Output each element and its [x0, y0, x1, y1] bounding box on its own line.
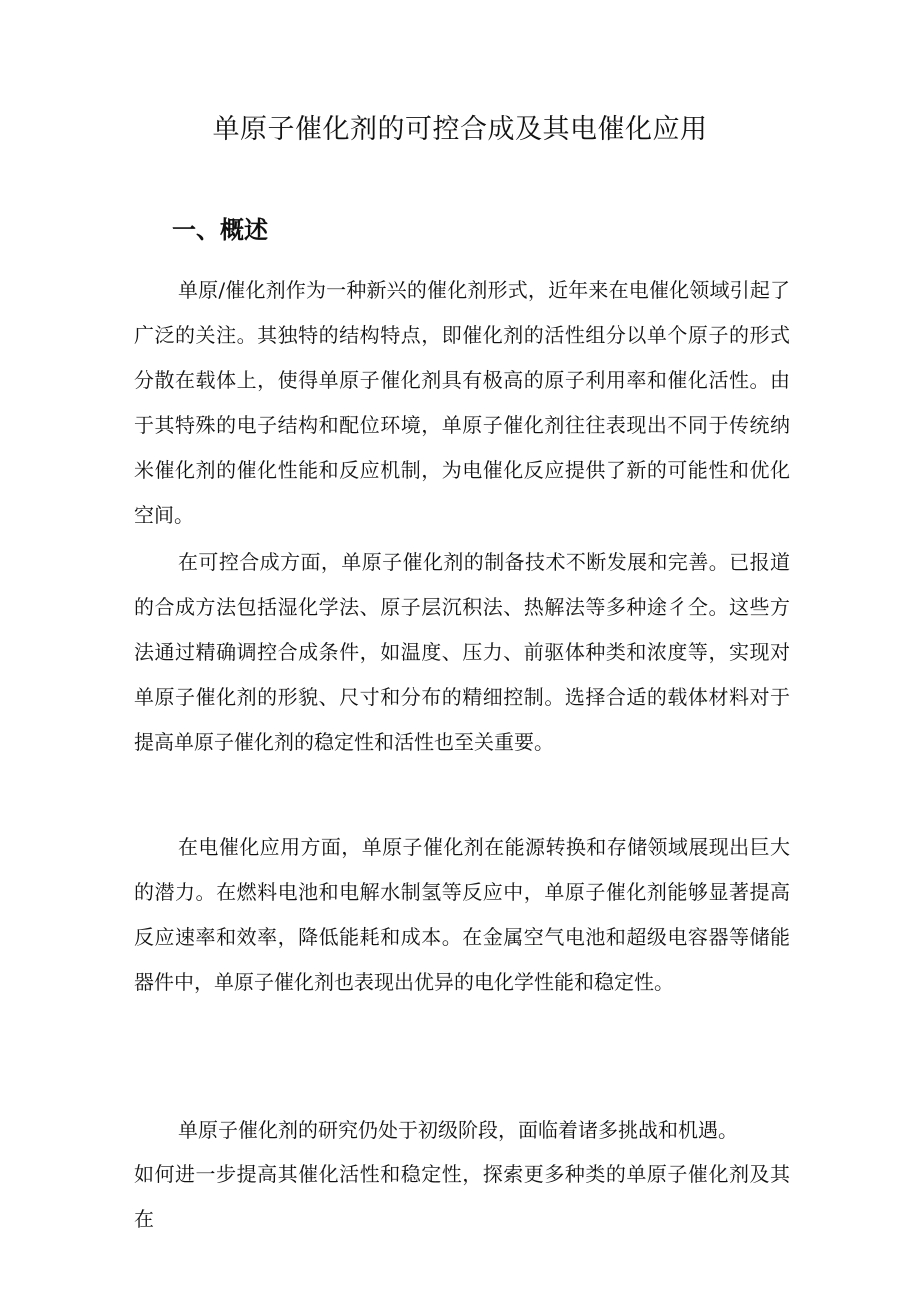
paragraph-electrocatalysis-application: 在电催化应用方面，单原子催化剂在能源转换和存储领域展现出巨大的潜力。在燃料电池和电解水制氢等反应中，单原子催化剂能够显著提高反应速率和效率，降低能耗和成本。在金属空气电池和超级电容器等储能器件中，单原子催化剂也表现出优异的电化学性能和稳定性。: [134, 835, 790, 994]
section-heading-overview: 一、概述: [172, 216, 268, 244]
paragraph-continuation: 如何进一步提高其催化活性和稳定性，探索更多种类的单原子催化剂及其在: [134, 1162, 790, 1231]
paragraph-research-stage: 单原子催化剂的研究仍处于初级阶段，面临着诸多挑战和机遇。: [178, 1118, 738, 1142]
paragraph-controlled-synthesis: 在可控合成方面，单原子催化剂的制备技术不断发展和完善。已报道的合成方法包括湿化学法、原子层沉积法、热解法等多种途彳仝。这些方法通过精确调控合成条件，如温度、压力、前驱体种类和浓度等，实现对单原子催化剂的形貌、尺寸和分布的精细控制。选择合适的载体材料对于提高单原子催化剂的稳定性和活性也至关重要。: [134, 550, 790, 754]
paragraph-intro: 单原/催化剂作为一种新兴的催化剂形式，近年来在电催化领域引起了广泛的关注。其独特的结构特点，即催化剂的活性组分以单个原子的形式分散在载体上，使得单原子催化剂具有极高的原子利用率和催化活性。由于其特殊的电子结构和配位环境，单原子催化剂往往表现出不同于传统纳米催化剂的催化性能和反应机制，为电催化反应提供了新的可能性和优化空间。: [134, 278, 790, 527]
document-title: 单原子催化剂的可控合成及其电催化应用: [212, 114, 708, 145]
